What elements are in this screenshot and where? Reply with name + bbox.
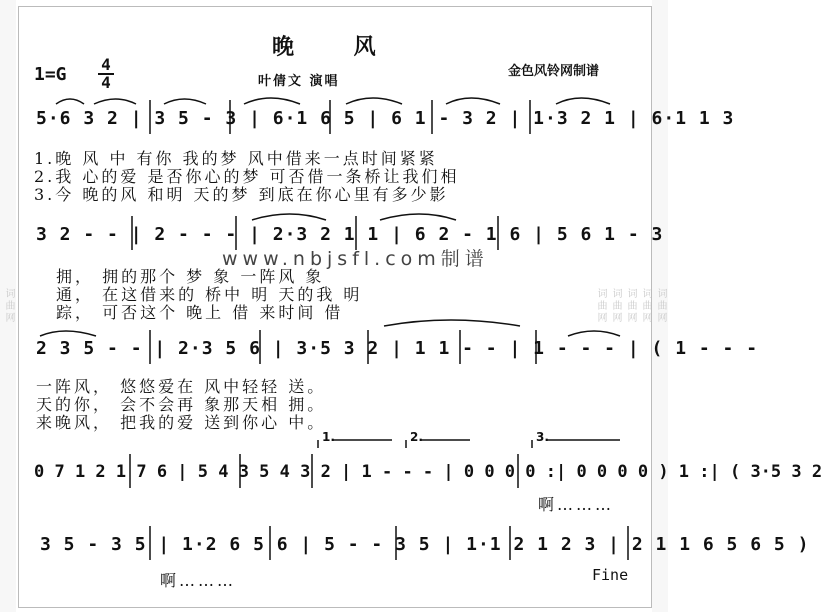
lyric-row-2-verse-1: 拥， 拥的那个 梦 象 一阵风 象 <box>56 267 325 286</box>
lyric-row-1-verse-3: 3.今 晚的风 和明 天的梦 到底在你心里有多少影 <box>34 185 449 204</box>
lyric-row-3-verse-1: 一阵风， 悠悠爱在 风中轻轻 送。 <box>36 377 327 396</box>
right-side-watermark: 词曲网 词曲网 词曲网 词曲网 词曲网 <box>652 0 668 612</box>
notation-row-5: 3 5 - 3 5 | 1·2 6 5 6 | 5 - - 3 5 | 1·1 2 1 2 3 | 2 1 1 6 5 6 5 ) <box>40 534 810 555</box>
url-watermark: www.nbjsfl.com制谱 <box>222 248 489 270</box>
lyric-row-3-verse-3: 来晚风， 把我的爱 送到你心 中。 <box>36 413 327 432</box>
volta-second: 2. <box>410 430 423 444</box>
lyric-row-2-verse-3: 踪， 可否这个 晚上 借 来时间 借 <box>56 303 344 322</box>
notation-row-4: 0 7 1 2 1 7 6 | 5 4 3 5 4 3 2 | 1 - - - | 0 0 0 0 :| 0 0 0 0 ) 1 :| ( 3·5 3 2 <box>34 462 822 482</box>
fine-marking: Fine <box>592 566 629 584</box>
notation-row-1: 5·6 3 2 | 3 5 - 3 | 6·1 6 5 | 6 1 - 3 2 | 1·3 2 1 | 6·1 1 3 <box>36 108 735 129</box>
time-signature: 4 4 <box>98 58 114 90</box>
left-side-watermark: 词曲网 <box>0 0 16 612</box>
lyric-row-2-verse-2: 通， 在这借来的 桥中 明 天的我 明 <box>56 285 363 304</box>
score-credit: 金色风铃网制谱 <box>508 64 600 79</box>
key-signature: 1=G <box>34 64 67 85</box>
notation-row-3: 2 3 5 - - | 2·3 5 6 | 3·5 3 2 | 1 1 - - | 1 - - - | ( 1 - - - <box>36 338 759 359</box>
lyric-row-4: 啊……… <box>538 495 615 514</box>
notation-row-2: 3 2 - - | 2 - - - | 2·3 2 1 1 | 6 2 - 1 6 | 5 6 1 - 3 <box>36 224 664 245</box>
lyric-row-1-verse-1: 1.晚 风 中 有你 我的梦 风中借来一点时间紧紧 <box>34 149 438 168</box>
lyric-row-1-verse-2: 2.我 心的爱 是否你心的梦 可否借一条桥让我们相 <box>34 167 460 186</box>
volta-third: 3. <box>536 430 549 444</box>
song-title: 晚 风 <box>272 34 402 60</box>
volta-first: 1. <box>322 430 335 444</box>
lyric-row-3-verse-2: 天的你， 会不会再 象那天相 拥。 <box>36 395 327 414</box>
lyric-row-5: 啊……… <box>160 571 237 590</box>
singer-credit: 叶倩文 演唱 <box>258 74 340 89</box>
